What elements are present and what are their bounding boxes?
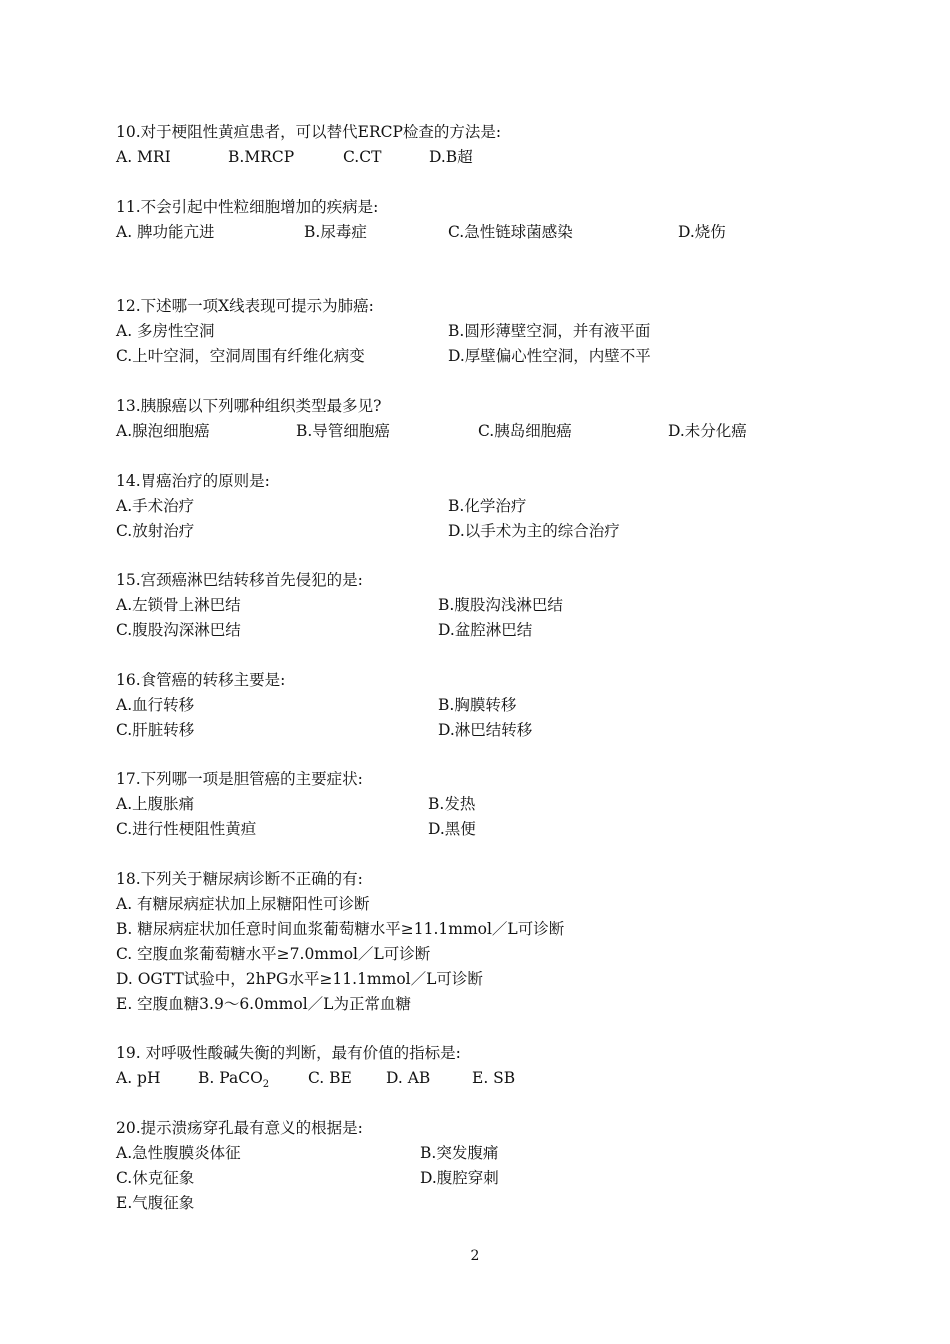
option-c: C.胰岛细胞癌 [478,422,572,440]
option-d: D.烧伤 [678,223,726,241]
question-14 [116,469,876,544]
option-c: C.休克征象 [116,1169,195,1187]
option-e: E. SB [472,1069,516,1087]
option-d: D.B超 [429,148,473,166]
option-e: E. 空腹血糖3.9～6.0mmol／L为正常血糖 [116,995,411,1013]
option-b: B.腹股沟浅淋巴结 [438,596,563,614]
option-b [198,1066,269,1097]
option-b: B.导管细胞癌 [296,422,390,440]
option-c: C.进行性梗阻性黄疸 [116,820,257,838]
option-c: C. BE [308,1069,352,1087]
question-stem: 10.对于梗阻性黄疸患者，可以替代ERCP检查的方法是: [116,123,502,141]
question-stem: 13.胰腺癌以下列哪种组织类型最多见? [116,397,382,415]
option-d: D.厚壁偏心性空洞，内壁不平 [448,347,651,365]
option-b-subscript: 2 [262,1079,270,1091]
option-b: B.胸膜转移 [438,696,517,714]
question-11 [116,195,876,245]
option-d: D.盆腔淋巴结 [438,621,533,639]
option-b-text: B. PaCO [198,1069,263,1087]
option-b: B.发热 [428,795,476,813]
option-a: A. pH [116,1069,161,1087]
option-a: A. 有糖尿病症状加上尿糖阳性可诊断 [116,895,370,913]
option-d: D.黑便 [428,820,476,838]
question-20 [116,1116,876,1216]
question-13 [116,394,876,444]
question-10 [116,120,876,170]
option-c: C.CT [343,148,382,166]
option-d: D. OGTT试验中，2hPG水平≥11.1mmol／L可诊断 [116,970,483,988]
option-a: A.急性腹膜炎体征 [116,1144,241,1162]
question-15 [116,568,876,643]
question-19 [116,1041,876,1091]
question-17 [116,767,876,842]
option-b: B.尿毒症 [304,223,367,241]
option-a: A. MRI [116,148,171,166]
option-b: B.突发腹痛 [420,1144,499,1162]
option-b: B.MRCP [228,148,295,166]
option-d: D.以手术为主的综合治疗 [448,522,620,540]
option-b: B.化学治疗 [448,497,527,515]
question-stem: 11.不会引起中性粒细胞增加的疾病是: [116,198,379,216]
question-stem: 18.下列关于糖尿病诊断不正确的有: [116,870,363,888]
question-stem: 12.下述哪一项X线表现可提示为肺癌: [116,297,374,315]
question-stem: 20.提示溃疡穿孔最有意义的根据是: [116,1119,363,1137]
option-d: D.淋巴结转移 [438,721,533,739]
question-18 [116,867,876,1017]
option-a: A.手术治疗 [116,497,195,515]
option-c: C. 空腹血浆葡萄糖水平≥7.0mmol／L可诊断 [116,945,431,963]
option-b: B.圆形薄壁空洞，并有液平面 [448,322,651,340]
option-c: C.上叶空洞，空洞周围有纤维化病变 [116,347,365,365]
question-stem: 14.胃癌治疗的原则是: [116,472,270,490]
option-a: A.左锁骨上淋巴结 [116,596,241,614]
option-d: D.未分化癌 [668,422,747,440]
option-b: B. 糖尿病症状加任意时间血浆葡萄糖水平≥11.1mmol／L可诊断 [116,920,565,938]
option-a: A. 多房性空洞 [116,322,215,340]
question-stem: 15.宫颈癌淋巴结转移首先侵犯的是: [116,571,363,589]
question-stem: 16.食管癌的转移主要是: [116,671,286,689]
question-stem: 19. 对呼吸性酸碱失衡的判断，最有价值的指标是: [116,1044,461,1062]
option-c: C.急性链球菌感染 [448,223,573,241]
question-stem: 17.下列哪一项是胆管癌的主要症状: [116,770,363,788]
question-12 [116,294,876,369]
option-a: A.腺泡细胞癌 [116,422,210,440]
option-a: A. 脾功能亢进 [116,223,215,241]
option-c: C.放射治疗 [116,522,195,540]
option-c: C.腹股沟深淋巴结 [116,621,241,639]
option-e: E.气腹征象 [116,1194,195,1212]
option-c: C.肝脏转移 [116,721,195,739]
option-d: D.腹腔穿刺 [420,1169,499,1187]
question-16 [116,668,876,743]
option-a: A.上腹胀痛 [116,795,195,813]
option-d: D. AB [386,1069,431,1087]
option-a: A.血行转移 [116,696,195,714]
page-number: 2 [470,1248,480,1264]
